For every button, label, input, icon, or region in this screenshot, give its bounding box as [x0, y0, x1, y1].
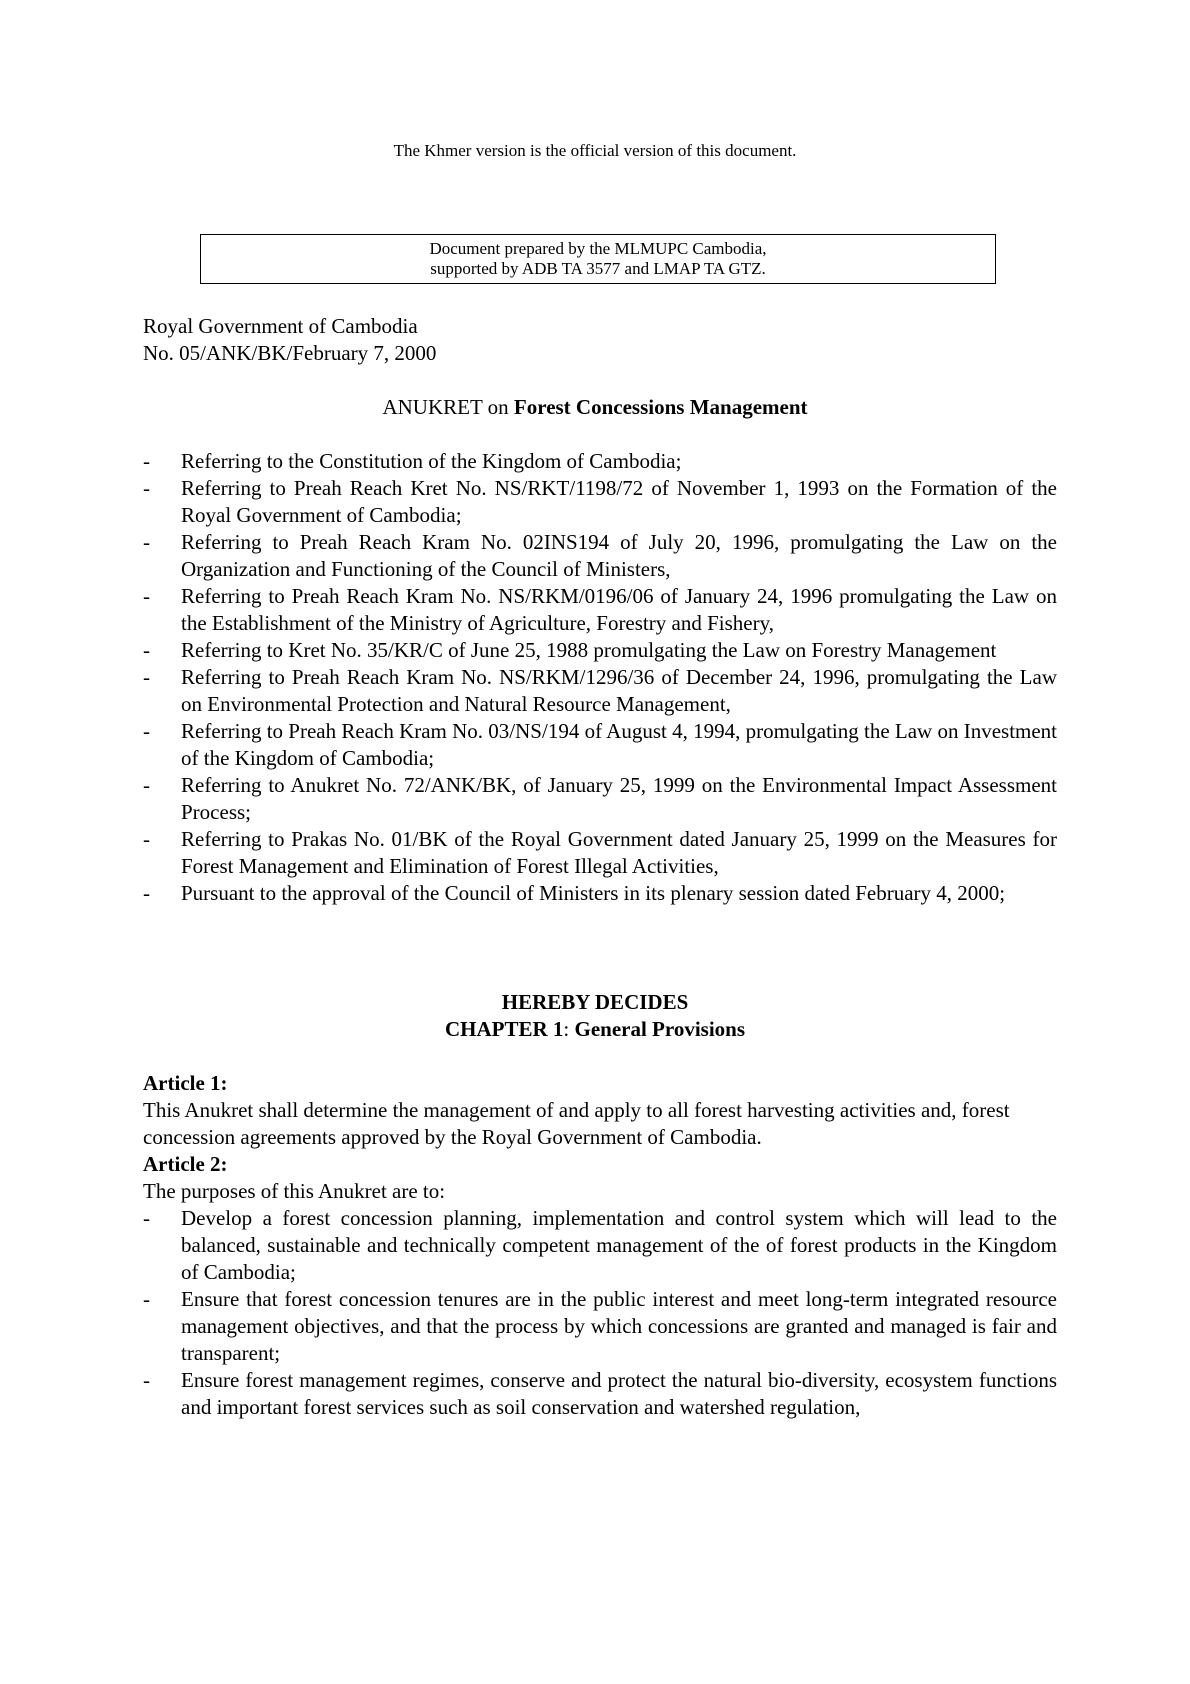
references-list [143, 448, 1057, 907]
dash-bullet: - [143, 638, 150, 662]
article-1-text: This Anukret shall determine the management of and apply to all forest harvesting activities and, forest concession agreements approved by the Royal Government of Cambodia. [143, 1098, 1010, 1149]
reference-item [143, 637, 1057, 664]
prepared-by-box [200, 234, 996, 284]
government-name: Royal Government of Cambodia [143, 314, 418, 338]
reference-text: Referring to Anukret No. 72/ANK/BK, of January 25, 1999 on the Environmental Impact Assessment Process; [181, 773, 1057, 824]
dash-bullet: - [143, 827, 150, 851]
dash-bullet: - [143, 584, 150, 608]
chapter-title: General Provisions [574, 1017, 746, 1041]
purpose-text: Ensure forest management regimes, conserve and protect the natural bio-diversity, ecosystem functions and important forest services such as soil conservation and watershed regulation, [181, 1368, 1057, 1419]
title-prefix: ANUKRET on [382, 395, 514, 419]
chapter-separator: : [563, 1017, 575, 1041]
reference-text: Referring to Preah Reach Kram No. 03/NS/194 of August 4, 1994, promulgating the Law on Investment of the Kingdom of Cambodia; [181, 719, 1058, 770]
article-2-purposes-list [143, 1205, 1057, 1421]
reference-text: Pursuant to the approval of the Council of Ministers in its plenary session dated February 4, 2000; [181, 881, 1006, 905]
dash-bullet: - [143, 719, 150, 743]
dash-bullet: - [143, 665, 150, 689]
reference-text: Referring to Preah Reach Kram No. NS/RKM/0196/06 of January 24, 1996 promulgating the Law on the Establishment of the Ministry of Agriculture, Forestry and Fishery, [181, 584, 1057, 635]
dash-bullet: - [143, 476, 150, 500]
reference-item [143, 718, 1057, 772]
reference-item [143, 772, 1057, 826]
dash-bullet: - [143, 449, 150, 473]
article-2-heading: Article 2: [143, 1152, 228, 1176]
references-section [143, 448, 1057, 907]
reference-item [143, 826, 1057, 880]
dash-bullet: - [143, 881, 150, 905]
article-1-heading: Article 1: [143, 1071, 228, 1095]
articles-section [143, 1070, 1057, 1421]
reference-item [143, 448, 1057, 475]
official-version-notice: The Khmer version is the official version of this document. [393, 141, 797, 160]
reference-item [143, 583, 1057, 637]
title-subject: Forest Concessions Management [513, 395, 808, 419]
reference-text: Referring to Preah Reach Kram No. NS/RKM/1296/36 of December 24, 1996, promulgating the Law on Environmental Protection and Natural Resource Management, [181, 665, 1057, 716]
decree-number: No. 05/ANK/BK/February 7, 2000 [143, 341, 437, 365]
reference-text: Referring to Preah Reach Kret No. NS/RKT/1198/72 of November 1, 1993 on the Formation of the Royal Government of Cambodia; [181, 476, 1057, 527]
purpose-item [143, 1205, 1057, 1286]
dash-bullet: - [143, 530, 150, 554]
reference-item [143, 880, 1057, 907]
reference-text: Referring to the Constitution of the Kingdom of Cambodia; [181, 449, 682, 473]
prepared-by-line-1: Document prepared by the MLMUPC Cambodia, [429, 239, 767, 258]
chapter-heading [0, 1016, 1190, 1043]
purpose-item [143, 1367, 1057, 1421]
document-title [0, 394, 1190, 421]
dash-bullet: - [143, 773, 150, 797]
prepared-by-line-2: supported by ADB TA 3577 and LMAP TA GTZ. [430, 259, 766, 278]
purpose-item [143, 1286, 1057, 1367]
hereby-decides-heading: HEREBY DECIDES [501, 990, 689, 1014]
dash-bullet: - [143, 1206, 150, 1230]
decision-headings [0, 989, 1190, 1043]
dash-bullet: - [143, 1287, 150, 1311]
purpose-text: Develop a forest concession planning, implementation and control system which will lead to the balanced, sustainable and technically competent management of the of forest products in the Kingdom of Cambodia; [181, 1206, 1057, 1284]
chapter-label: CHAPTER 1 [444, 1017, 564, 1041]
reference-text: Referring to Prakas No. 01/BK of the Royal Government dated January 25, 1999 on the Measures for Forest Management and Elimination of Forest Illegal Activities, [181, 827, 1057, 878]
reference-item [143, 664, 1057, 718]
reference-text: Referring to Kret No. 35/KR/C of June 25, 1988 promulgating the Law on Forestry Management [181, 638, 997, 662]
reference-item [143, 529, 1057, 583]
dash-bullet: - [143, 1368, 150, 1392]
reference-item [143, 475, 1057, 529]
purpose-text: Ensure that forest concession tenures are in the public interest and meet long-term integrated resource management objectives, and that the process by which concessions are granted and managed is fair and transparent; [181, 1287, 1057, 1365]
reference-text: Referring to Preah Reach Kram No. 02INS194 of July 20, 1996, promulgating the Law on the Organization and Functioning of the Council of Ministers, [181, 530, 1057, 581]
article-2-intro: The purposes of this Anukret are to: [143, 1179, 446, 1203]
document-header [143, 313, 1057, 367]
